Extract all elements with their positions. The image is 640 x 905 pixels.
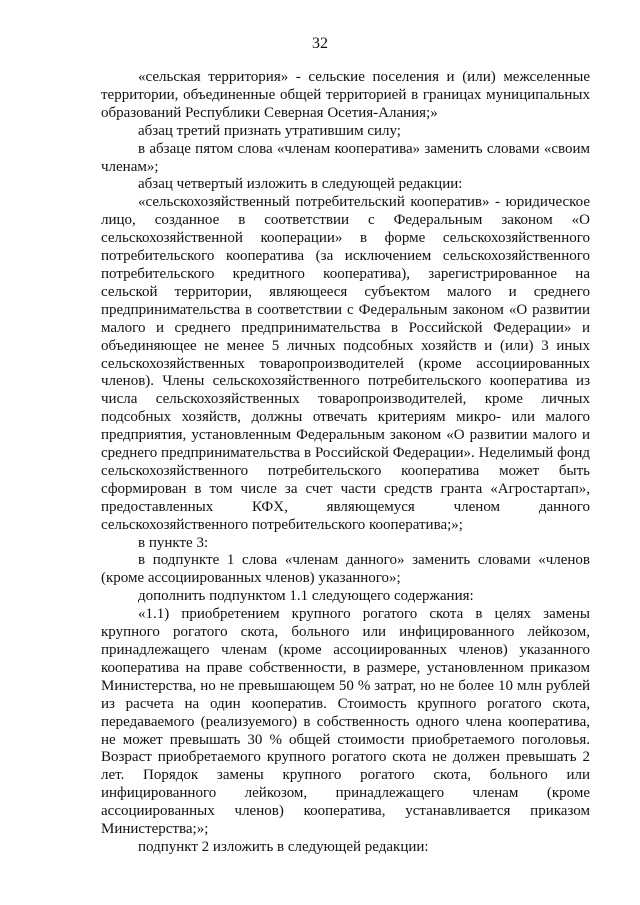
paragraph-subpoint-1-1-text: «1.1) приобретением крупного рогатого скота в целях замены крупного рогатого скота, больного или инфицированного лейкозом, принадлежащего членам (кроме ассоциированных членов) указанного кооператива на праве собственности, в размере, установленном приказом Министерства, но не превышающем 50 % затрат, но не более 10 млн рублей из расчета на один кооператив. Стоимость крупного рогатого скота, передаваемого (реализуемого) в собственность одного члена кооператива, не может превышать 30 % общей стоимости приобретаемого поголовья. Возраст приобретаемого крупного рогатого скота не должен превышать 2 лет. Порядок замены крупного рогатого скота, больного или инфицированного лейкозом, принадлежащего членам (кроме ассоциированных членов) кооператива, устанавливается приказом Министерства;»; [101,606,590,838]
document-body [101,69,590,857]
paragraph-fourth-abzac-intro: абзац четвертый изложить в следующей редакции: [138,176,463,193]
page-number: 32 [312,35,328,52]
paragraph-rural-territory-definition: «сельская территория» - сельские поселения и (или) межселенные территории, объединенные общей территорией в границах муниципальных образований Республики Северная Осетия-Алания;» [101,69,590,121]
paragraph-fifth-abzac-replace: в абзаце пятом слова «членам кооператива» заменить словами «своим членам»; [101,140,590,175]
paragraph-point-3-intro: в пункте 3: [138,534,209,551]
paragraph-third-abzac-repeal: абзац третий признать утратившим силу; [138,122,401,139]
paragraph-subpoint-2-intro: подпункт 2 изложить в следующей редакции: [138,838,429,855]
paragraph-cooperative-definition: «сельскохозяйственный потребительский кооператив» - юридическое лицо, созданное в соответствии с Федеральным законом «О сельскохозяйственной кооперации» в форме сельскохозяйственного потребительского кооператива (за исключением сельскохозяйственного потребительского кредитного кооператива), зарегистрированное на сельской территории, являющееся субъектом малого и среднего предпринимательства в соответствии с Федеральным законом «О развитии малого и среднего предпринимательства в Российской Федерации» и объединяющее не менее 5 личных подсобных хозяйств и (или) 3 иных сельскохозяйственных товаропроизводителей (кроме ассоциированных членов). Члены сельскохозяйственного потребительского кооператива из числа сельскохозяйственных товаропроизводителей, кроме личных подсобных хозяйств, должны отвечать критериям микро- или малого предприятия, установленным Федеральным законом «О развитии малого и среднего предпринимательства в Российской Федерации». Неделимый фонд сельскохозяйственного потребительского кооператива может быть сформирован в том числе за счет части средств гранта «Агростартап», предоставленных КФХ, являющемуся членом данного сельскохозяйственного потребительского кооператива;»; [101,194,590,533]
paragraph-subpoint-1-replace: в подпункте 1 слова «членам данного» заменить словами «членов (кроме ассоциированных членов) указанного»; [101,552,590,587]
paragraph-subpoint-1-1-intro: дополнить подпунктом 1.1 следующего содержания: [138,588,474,605]
